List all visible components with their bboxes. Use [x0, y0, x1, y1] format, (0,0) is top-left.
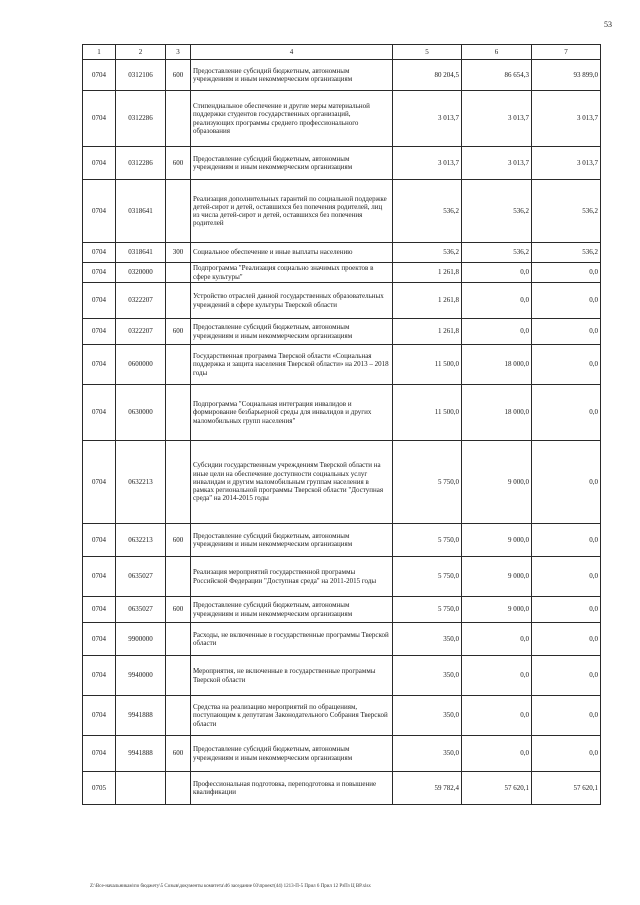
cell-value: 3 013,7 [532, 91, 601, 147]
cell-value: 9 000,0 [462, 524, 532, 557]
cell-target-code: 0322207 [116, 283, 166, 319]
cell-target-code: 0632213 [116, 524, 166, 557]
cell-section: 0704 [83, 319, 116, 345]
cell-value: 1 261,8 [393, 283, 462, 319]
cell-value: 350,0 [393, 623, 462, 656]
cell-value: 536,2 [532, 243, 601, 263]
cell-value: 80 204,5 [393, 60, 462, 91]
table-row [83, 656, 601, 696]
cell-name: Профессиональная подготовка, переподготовка и повышение квалификации [191, 772, 393, 805]
header-cell: 3 [166, 45, 191, 60]
cell-target-code: 9940000 [116, 656, 166, 696]
cell-expense-type: 600 [166, 524, 191, 557]
cell-section: 0704 [83, 243, 116, 263]
cell-target-code: 9941888 [116, 696, 166, 736]
cell-value: 0,0 [532, 623, 601, 656]
table-row [83, 345, 601, 385]
cell-target-code: 0632213 [116, 441, 166, 524]
cell-target-code: 0312286 [116, 147, 166, 180]
cell-value: 11 500,0 [393, 385, 462, 441]
cell-section: 0704 [83, 623, 116, 656]
table-row [83, 736, 601, 772]
cell-section: 0704 [83, 524, 116, 557]
cell-target-code: 0635027 [116, 557, 166, 597]
cell-section: 0704 [83, 557, 116, 597]
table-row [83, 319, 601, 345]
table-row [83, 283, 601, 319]
table-row [83, 557, 601, 597]
cell-name: Предоставление субсидий бюджетным, автономным учреждениям и иным некоммерческим организациям [191, 597, 393, 623]
table-row [83, 147, 601, 180]
cell-name: Устройство отраслей данной государственных образовательных учреждений в сфере культуры Тверской области [191, 283, 393, 319]
cell-section: 0704 [83, 736, 116, 772]
cell-section: 0705 [83, 772, 116, 805]
cell-value: 0,0 [462, 736, 532, 772]
cell-name: Подпрограмма "Социальная интеграция инвалидов и формирование безбарьерной среды для инвалидов и других маломобильных групп населения" [191, 385, 393, 441]
cell-value: 0,0 [462, 656, 532, 696]
cell-name: Предоставление субсидий бюджетным, автономным учреждениям и иным некоммерческим организациям [191, 147, 393, 180]
cell-target-code: 0320000 [116, 263, 166, 283]
cell-value: 350,0 [393, 696, 462, 736]
cell-value: 0,0 [532, 656, 601, 696]
cell-name: Расходы, не включенные в государственные программы Тверской области [191, 623, 393, 656]
cell-value: 0,0 [462, 623, 532, 656]
cell-section: 0704 [83, 60, 116, 91]
cell-expense-type [166, 345, 191, 385]
cell-value: 9 000,0 [462, 441, 532, 524]
table-row [83, 385, 601, 441]
cell-name: Субсидии государственным учреждениям Тверской области на иные цели на обеспечение доступности социальных услуг инвалидам и другим маломобильным группам населения в рамках региональной программы Тверской области "Доступная среда" на 2014-2015 годы [191, 441, 393, 524]
cell-value: 0,0 [462, 319, 532, 345]
cell-name: Реализация дополнительных гарантий по социальной поддержке детей-сирот и детей, оставшихся без попечения родителей, лиц из числа детей-сирот и детей, оставшихся без попечения родителей [191, 180, 393, 243]
cell-value: 0,0 [532, 345, 601, 385]
cell-section: 0704 [83, 283, 116, 319]
cell-target-code: 9941888 [116, 736, 166, 772]
cell-section: 0704 [83, 263, 116, 283]
cell-expense-type [166, 557, 191, 597]
cell-value: 3 013,7 [462, 147, 532, 180]
cell-target-code: 0322207 [116, 319, 166, 345]
cell-value: 536,2 [462, 180, 532, 243]
cell-value: 350,0 [393, 656, 462, 696]
cell-expense-type: 600 [166, 597, 191, 623]
table-row [83, 263, 601, 283]
cell-expense-type [166, 623, 191, 656]
cell-name: Предоставление субсидий бюджетным, автономным учреждениям и иным некоммерческим организациям [191, 524, 393, 557]
cell-target-code: 0318641 [116, 243, 166, 263]
cell-expense-type: 600 [166, 60, 191, 91]
cell-value: 93 899,0 [532, 60, 601, 91]
cell-name: Предоставление субсидий бюджетным, автономным учреждениям и иным некоммерческим организациям [191, 319, 393, 345]
cell-value: 18 000,0 [462, 385, 532, 441]
cell-value: 350,0 [393, 736, 462, 772]
cell-value: 59 782,4 [393, 772, 462, 805]
cell-value: 86 654,3 [462, 60, 532, 91]
header-cell: 7 [532, 45, 601, 60]
cell-value: 0,0 [532, 319, 601, 345]
cell-value: 3 013,7 [462, 91, 532, 147]
cell-target-code: 0630000 [116, 385, 166, 441]
cell-expense-type [166, 772, 191, 805]
cell-value: 0,0 [532, 283, 601, 319]
cell-section: 0704 [83, 180, 116, 243]
cell-expense-type [166, 263, 191, 283]
cell-value: 57 620,1 [532, 772, 601, 805]
cell-value: 536,2 [532, 180, 601, 243]
cell-value: 1 261,8 [393, 319, 462, 345]
cell-expense-type [166, 283, 191, 319]
header-cell: 2 [116, 45, 166, 60]
cell-value: 5 750,0 [393, 441, 462, 524]
cell-target-code: 0635027 [116, 597, 166, 623]
cell-value: 0,0 [532, 597, 601, 623]
header-cell: 6 [462, 45, 532, 60]
cell-target-code [116, 772, 166, 805]
header-cell: 4 [191, 45, 393, 60]
table-row [83, 597, 601, 623]
cell-name: Реализация мероприятий государственной программы Российской Федерации "Доступная среда" на 2011-2015 годы [191, 557, 393, 597]
table-row [83, 441, 601, 524]
cell-value: 3 013,7 [393, 91, 462, 147]
cell-name: Социальное обеспечение и иные выплаты населению [191, 243, 393, 263]
cell-value: 5 750,0 [393, 524, 462, 557]
cell-value: 0,0 [532, 263, 601, 283]
cell-value: 0,0 [532, 736, 601, 772]
cell-value: 57 620,1 [462, 772, 532, 805]
cell-value: 9 000,0 [462, 597, 532, 623]
cell-target-code: 0600000 [116, 345, 166, 385]
cell-value: 0,0 [462, 263, 532, 283]
cell-target-code: 0312106 [116, 60, 166, 91]
cell-section: 0704 [83, 385, 116, 441]
cell-expense-type [166, 441, 191, 524]
cell-value: 0,0 [462, 696, 532, 736]
cell-expense-type [166, 180, 191, 243]
cell-value: 5 750,0 [393, 557, 462, 597]
cell-value: 536,2 [462, 243, 532, 263]
cell-value: 9 000,0 [462, 557, 532, 597]
cell-expense-type [166, 656, 191, 696]
cell-target-code: 0312286 [116, 91, 166, 147]
cell-value: 0,0 [462, 283, 532, 319]
cell-target-code: 0318641 [116, 180, 166, 243]
cell-value: 3 013,7 [393, 147, 462, 180]
cell-value: 0,0 [532, 385, 601, 441]
cell-value: 0,0 [532, 696, 601, 736]
table-row [83, 524, 601, 557]
cell-name: Государственная программа Тверской области «Социальная поддержка и защита населения Тверской области» на 2013 – 2018 годы [191, 345, 393, 385]
cell-value: 3 013,7 [532, 147, 601, 180]
cell-expense-type [166, 385, 191, 441]
table-row [83, 243, 601, 263]
cell-section: 0704 [83, 696, 116, 736]
cell-expense-type: 600 [166, 319, 191, 345]
cell-value: 536,2 [393, 243, 462, 263]
table-row [83, 696, 601, 736]
cell-section: 0704 [83, 597, 116, 623]
table-row [83, 91, 601, 147]
cell-expense-type [166, 91, 191, 147]
cell-section: 0704 [83, 147, 116, 180]
cell-target-code: 9900000 [116, 623, 166, 656]
header-cell: 5 [393, 45, 462, 60]
cell-section: 0704 [83, 345, 116, 385]
cell-section: 0704 [83, 441, 116, 524]
cell-name: Предоставление субсидий бюджетным, автономным учреждениям и иным некоммерческим организациям [191, 736, 393, 772]
cell-name: Стипендиальное обеспечение и другие меры материальной поддержки студентов государственных организаций, реализующих программы среднего профессионального образования [191, 91, 393, 147]
cell-section: 0704 [83, 656, 116, 696]
cell-value: 5 750,0 [393, 597, 462, 623]
cell-expense-type: 300 [166, 243, 191, 263]
cell-section: 0704 [83, 91, 116, 147]
file-path-footer: Z:\Все-начальникам\по бюджету\5 Созыв\документы комитета\46 заседание 03\проект(44) 1213-П-5 Прил 6 Прил 12 РзПз Ц ВР.xlsx [90, 884, 371, 889]
table-row [83, 60, 601, 91]
cell-expense-type [166, 696, 191, 736]
header-cell: 1 [83, 45, 116, 60]
cell-name: Подпрограмма "Реализация социально значимых проектов в сфере культуры" [191, 263, 393, 283]
cell-value: 0,0 [532, 557, 601, 597]
table-row [83, 180, 601, 243]
budget-table [82, 44, 601, 805]
cell-value: 18 000,0 [462, 345, 532, 385]
cell-value: 536,2 [393, 180, 462, 243]
cell-name: Средства на реализацию мероприятий по обращениям, поступающим к депутатам Законодательного Собрания Тверской области [191, 696, 393, 736]
cell-value: 0,0 [532, 524, 601, 557]
cell-value: 11 500,0 [393, 345, 462, 385]
header-row [83, 45, 601, 60]
cell-name: Мероприятия, не включенные в государственные программы Тверской области [191, 656, 393, 696]
table-row [83, 772, 601, 805]
page-number: 53 [604, 20, 612, 29]
cell-value: 0,0 [532, 441, 601, 524]
table-row [83, 623, 601, 656]
cell-name: Предоставление субсидий бюджетным, автономным учреждениям и иным некоммерческим организациям [191, 60, 393, 91]
cell-expense-type: 600 [166, 736, 191, 772]
cell-expense-type: 600 [166, 147, 191, 180]
cell-value: 1 261,8 [393, 263, 462, 283]
